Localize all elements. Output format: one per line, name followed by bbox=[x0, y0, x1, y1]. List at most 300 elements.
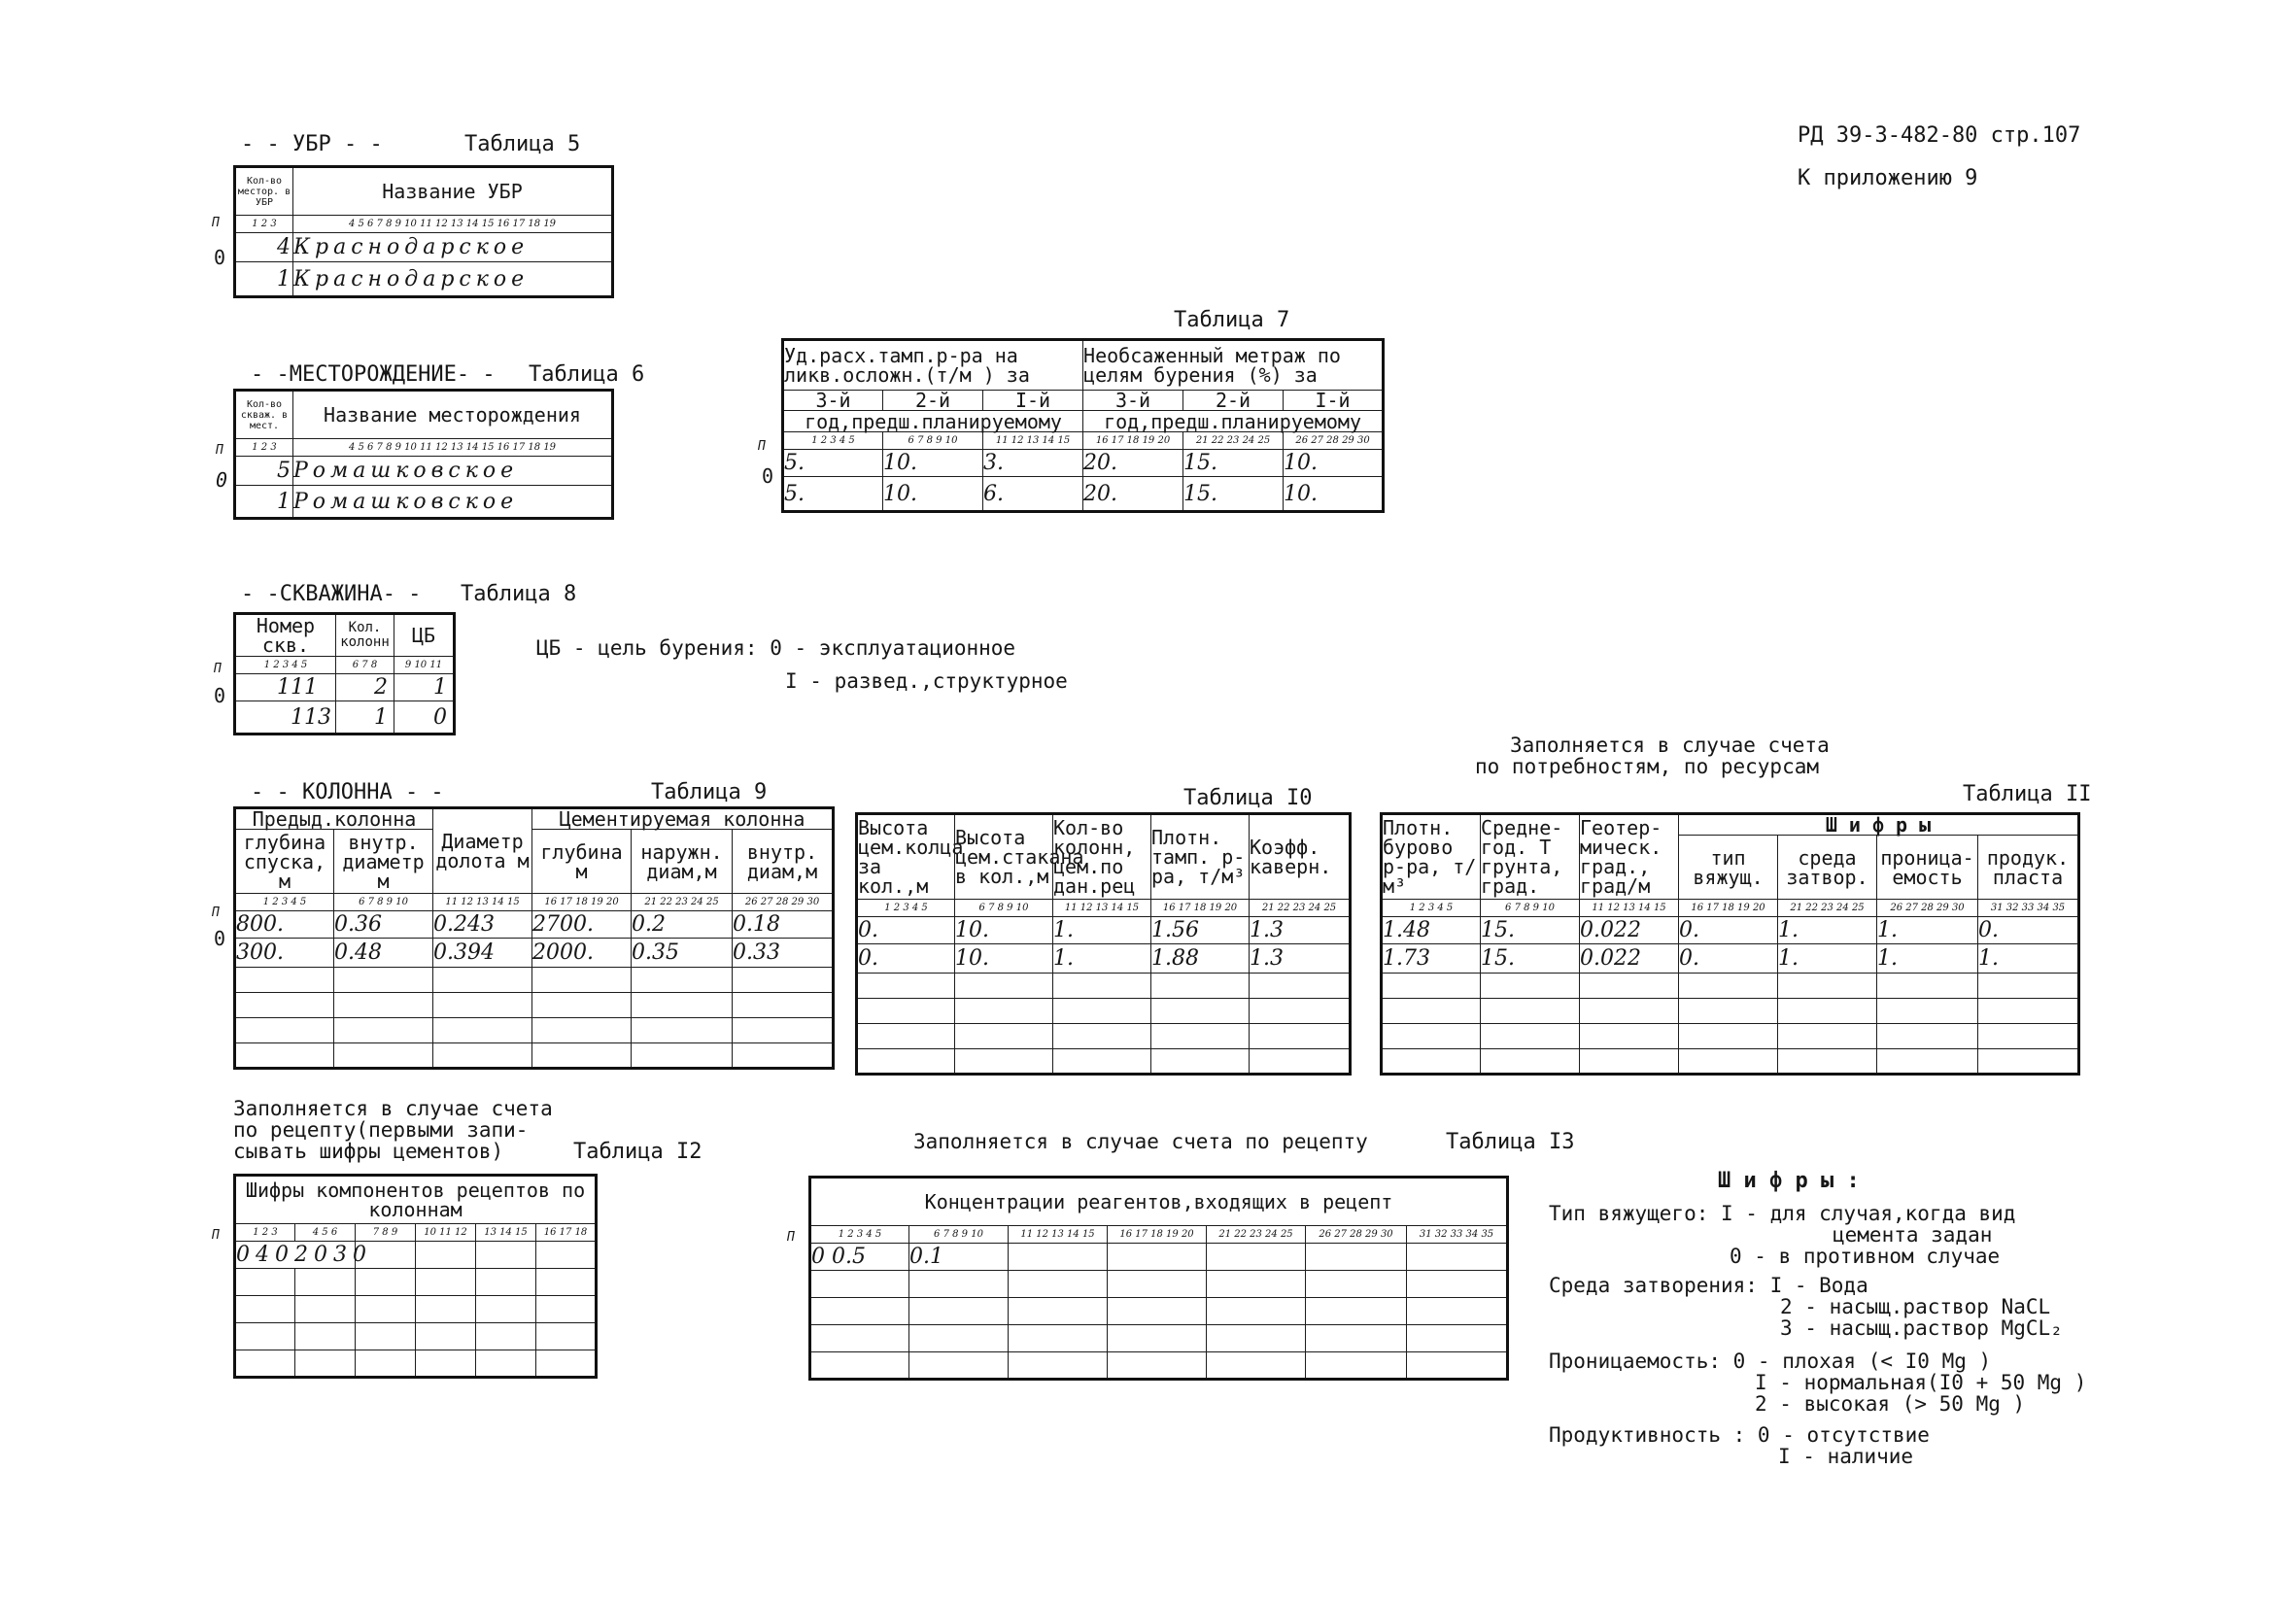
t7-idx-a: 1 2 3 4 5 bbox=[783, 432, 883, 450]
t11-h-codes: Ш и ф р ы bbox=[1679, 814, 2079, 836]
t12-r1-value bbox=[235, 1242, 372, 1269]
t12-idx-d: 10 11 12 bbox=[416, 1224, 476, 1242]
t11-r2-c6: 1. bbox=[1877, 944, 1978, 974]
t12-empty-cell bbox=[416, 1242, 476, 1269]
table-9 bbox=[233, 806, 835, 1070]
t13-idx-p: П bbox=[787, 1230, 795, 1245]
t12-idx-a: 1 2 3 bbox=[235, 1224, 295, 1242]
t13-empty-cell bbox=[1108, 1352, 1207, 1380]
t8-r1-count: 2 bbox=[336, 674, 394, 701]
t7-y2-right: 2-й bbox=[1183, 391, 1284, 411]
codes-perm-3: 2 - высокая (> 50 Mg ) bbox=[1755, 1392, 2026, 1416]
t9-h-cem: Цементируемая колонна bbox=[532, 808, 834, 830]
t11-empty-cell bbox=[1679, 1024, 1778, 1049]
t12-empty-cell bbox=[235, 1269, 295, 1296]
t7-years-left: год,предш.планируемому bbox=[783, 411, 1083, 432]
t13-header: Концентрации реагентов,входящих в рецепт bbox=[810, 1178, 1508, 1226]
t9-idx-b: 6 7 8 9 10 bbox=[334, 894, 433, 911]
codes-prod-2: I - наличие bbox=[1778, 1445, 1914, 1468]
t11-r1-c5: 1. bbox=[1778, 917, 1877, 944]
t8-idx-b: 6 7 8 bbox=[336, 657, 394, 674]
t12-empty-cell bbox=[235, 1323, 295, 1350]
t9-r2-c6: 0.33 bbox=[733, 939, 834, 968]
t9-h-cdepth: глубина м bbox=[532, 830, 632, 894]
t10-h-coef: Коэфф. каверн. bbox=[1250, 814, 1351, 900]
t12-empty-cell bbox=[356, 1350, 416, 1378]
t13-empty-cell bbox=[1407, 1325, 1508, 1352]
t11-empty-cell bbox=[1679, 974, 1778, 999]
t9-empty-cell bbox=[733, 993, 834, 1018]
t9-caption: Таблица 9 bbox=[651, 780, 768, 804]
t10-r2-c3: 1. bbox=[1053, 944, 1151, 974]
t7-idx-p: П bbox=[758, 439, 766, 454]
t13-note: Заполняется в случае счета по рецепту bbox=[913, 1130, 1368, 1153]
t9-idx-c: 11 12 13 14 15 bbox=[433, 894, 532, 911]
t13-empty-cell bbox=[1207, 1271, 1306, 1298]
t13-empty-cell bbox=[1207, 1244, 1306, 1271]
t13-empty-cell bbox=[1306, 1352, 1407, 1380]
t11-r1-c3: 0.022 bbox=[1580, 917, 1679, 944]
t10-r2-c2: 10. bbox=[955, 944, 1053, 974]
t10-empty-cell bbox=[1250, 974, 1351, 999]
t10-empty-cell bbox=[1151, 1024, 1250, 1049]
t11-r2-c1: 1.73 bbox=[1382, 944, 1481, 974]
t12-empty-cell bbox=[536, 1323, 597, 1350]
table-7 bbox=[781, 338, 1385, 513]
t7-r2-c6: 10. bbox=[1284, 477, 1384, 512]
t12-empty-cell bbox=[416, 1269, 476, 1296]
t7-idx-d: 16 17 18 19 20 bbox=[1083, 432, 1183, 450]
t12-empty-cell bbox=[356, 1296, 416, 1323]
t11-idx-c: 11 12 13 14 15 bbox=[1580, 900, 1679, 917]
t11-empty-cell bbox=[1481, 999, 1580, 1024]
t12-idx-e: 13 14 15 bbox=[476, 1224, 536, 1242]
t12-empty-cell bbox=[476, 1296, 536, 1323]
t9-empty-cell bbox=[632, 1043, 733, 1069]
t13-empty-cell bbox=[1207, 1298, 1306, 1325]
t11-r2-c5: 1. bbox=[1778, 944, 1877, 974]
t13-r1-c1 bbox=[810, 1244, 909, 1271]
t12-caption: Таблица I2 bbox=[573, 1140, 703, 1164]
t5-h-count: Кол-во местор. в УБР bbox=[235, 167, 293, 216]
t12-empty-cell bbox=[536, 1350, 597, 1378]
t11-empty-cell bbox=[1877, 974, 1978, 999]
t5-idx-p: П bbox=[212, 216, 220, 230]
t11-empty-cell bbox=[1580, 974, 1679, 999]
t8-row-prefix: 0 bbox=[214, 684, 226, 707]
t9-r2-c1: 300. bbox=[235, 939, 334, 968]
t9-empty-cell bbox=[532, 1018, 632, 1043]
t11-idx-e: 21 22 23 24 25 bbox=[1778, 900, 1877, 917]
table-12 bbox=[233, 1174, 598, 1379]
t10-empty-cell bbox=[857, 999, 955, 1024]
t7-r2-c2: 10. bbox=[883, 477, 983, 512]
t9-empty-cell bbox=[733, 1018, 834, 1043]
t11-empty-cell bbox=[1877, 999, 1978, 1024]
t11-empty-cell bbox=[1679, 1049, 1778, 1075]
t7-h-left: Уд.расх.тамп.р-ра на ликв.осложн.(т/м ) за bbox=[783, 340, 1083, 391]
t7-r1-c1: 5. bbox=[783, 450, 883, 477]
t9-idx-e: 21 22 23 24 25 bbox=[632, 894, 733, 911]
t13-empty-cell bbox=[810, 1271, 909, 1298]
t12-empty-cell bbox=[476, 1242, 536, 1269]
t8-label: - -СКВАЖИНА- - bbox=[241, 582, 422, 606]
codes-env-3: 3 - насыщ.раствор MgCL₂ bbox=[1780, 1316, 2063, 1340]
t12-empty-cell bbox=[356, 1269, 416, 1296]
t10-empty-cell bbox=[1250, 1049, 1351, 1075]
t5-r1-count: 4 bbox=[235, 233, 293, 262]
t11-empty-cell bbox=[1580, 999, 1679, 1024]
t7-years-right: год,предш.планируемому bbox=[1083, 411, 1384, 432]
t10-empty-cell bbox=[955, 999, 1053, 1024]
codes-type-3: 0 - в противном случае bbox=[1730, 1245, 2001, 1268]
t9-empty-cell bbox=[532, 968, 632, 993]
t12-empty-cell bbox=[476, 1323, 536, 1350]
t9-empty-cell bbox=[532, 993, 632, 1018]
t10-empty-cell bbox=[1151, 1049, 1250, 1075]
t12-empty-cell bbox=[235, 1350, 295, 1378]
t13-empty-cell bbox=[1009, 1271, 1108, 1298]
t12-header: Шифры компонентов рецептов по колоннам bbox=[235, 1176, 597, 1224]
t10-empty-cell bbox=[955, 974, 1053, 999]
t9-empty-cell bbox=[632, 993, 733, 1018]
t10-idx-d: 16 17 18 19 20 bbox=[1151, 900, 1250, 917]
t13-empty-cell bbox=[1207, 1352, 1306, 1380]
t11-empty-cell bbox=[1778, 974, 1877, 999]
t7-idx-e: 21 22 23 24 25 bbox=[1183, 432, 1284, 450]
t11-r2-c3: 0.022 bbox=[1580, 944, 1679, 974]
t5-row-prefix: 0 bbox=[214, 246, 226, 269]
t11-empty-cell bbox=[1382, 974, 1481, 999]
table-8 bbox=[233, 612, 456, 735]
t10-r2-c4: 1.88 bbox=[1151, 944, 1250, 974]
t8-h-num: Номер скв. bbox=[235, 614, 336, 657]
t11-empty-cell bbox=[1679, 999, 1778, 1024]
t12-r1-d1: 0 bbox=[236, 1243, 256, 1267]
t10-empty-cell bbox=[955, 1024, 1053, 1049]
t13-idx-c: 11 12 13 14 15 bbox=[1009, 1226, 1108, 1244]
t11-idx-g: 31 32 33 34 35 bbox=[1978, 900, 2079, 917]
t13-empty-cell bbox=[1306, 1244, 1407, 1271]
t5-h-name: Название УБР bbox=[293, 167, 613, 216]
t9-empty-cell bbox=[334, 993, 433, 1018]
t5-r1-name: Краснодарское bbox=[293, 233, 613, 262]
t11-r2-c4: 0. bbox=[1679, 944, 1778, 974]
codes-prod-1: Продуктивность : 0 - отсутствие bbox=[1549, 1423, 1930, 1447]
t9-r1-c4: 2700. bbox=[532, 911, 632, 939]
t7-h-right: Необсаженный метраж по целям бурения (%) за bbox=[1083, 340, 1384, 391]
t12-note-2: по рецепту(первыми запи- bbox=[233, 1118, 529, 1142]
t12-empty-cell bbox=[416, 1323, 476, 1350]
t10-h-dens: Плотн. тамп. р-ра, т/м³ bbox=[1151, 814, 1250, 900]
t5-label: - - УБР - - bbox=[241, 132, 383, 156]
doc-reference: РД 39-3-482-80 стр.107 bbox=[1798, 123, 2081, 148]
t8-idx-c: 9 10 11 bbox=[394, 657, 455, 674]
t11-empty-cell bbox=[1978, 974, 2079, 999]
t6-idx-p: П bbox=[216, 443, 223, 458]
t10-h-hst: Высота цем.стакана в кол.,м bbox=[955, 814, 1053, 900]
t11-empty-cell bbox=[1481, 974, 1580, 999]
table-10 bbox=[855, 812, 1352, 1076]
t8-r1-cb: 1 bbox=[394, 674, 455, 701]
t9-empty-cell bbox=[235, 1018, 334, 1043]
t7-r1-c5: 15. bbox=[1183, 450, 1284, 477]
t10-empty-cell bbox=[1151, 999, 1250, 1024]
t10-idx-e: 21 22 23 24 25 bbox=[1250, 900, 1351, 917]
t12-idx-c: 7 8 9 bbox=[356, 1224, 416, 1242]
t10-r2-c5: 1.3 bbox=[1250, 944, 1351, 974]
t5-idx-1-3: 1 2 3 bbox=[235, 216, 293, 233]
t12-note-1: Заполняется в случае счета bbox=[233, 1097, 553, 1120]
t11-note-1: Заполняется в случае счета bbox=[1510, 734, 1830, 757]
t13-empty-cell bbox=[1108, 1325, 1207, 1352]
t8-h-count: Кол. колонн bbox=[336, 614, 394, 657]
t13-idx-f: 26 27 28 29 30 bbox=[1306, 1226, 1407, 1244]
t13-empty-cell bbox=[1009, 1352, 1108, 1380]
t7-r2-c5: 15. bbox=[1183, 477, 1284, 512]
t13-empty-cell bbox=[909, 1271, 1009, 1298]
t7-y1-right: I-й bbox=[1284, 391, 1384, 411]
t8-note-1: ЦБ - цель бурения: 0 - эксплуатационное bbox=[536, 636, 1016, 660]
t9-r2-c2: 0.48 bbox=[334, 939, 433, 968]
t11-empty-cell bbox=[1382, 1024, 1481, 1049]
t10-empty-cell bbox=[1053, 999, 1151, 1024]
t12-empty-cell bbox=[476, 1269, 536, 1296]
t7-caption: Таблица 7 bbox=[1174, 308, 1290, 332]
t11-r2-c2: 15. bbox=[1481, 944, 1580, 974]
t13-empty-cell bbox=[1108, 1271, 1207, 1298]
t12-empty-cell bbox=[295, 1269, 356, 1296]
t9-empty-cell bbox=[235, 1043, 334, 1069]
codes-env-2: 2 - насыщ.раствор NaCL bbox=[1780, 1295, 2051, 1318]
t12-empty-cell bbox=[295, 1323, 356, 1350]
t8-r1-num: 111 bbox=[235, 674, 336, 701]
t11-idx-d: 16 17 18 19 20 bbox=[1679, 900, 1778, 917]
t9-empty-cell bbox=[433, 1018, 532, 1043]
t13-empty-cell bbox=[810, 1352, 909, 1380]
t9-h-depth: глубина спуска, м bbox=[235, 830, 334, 894]
codes-type-2: цемента задан bbox=[1833, 1223, 1993, 1247]
t10-idx-c: 11 12 13 14 15 bbox=[1053, 900, 1151, 917]
t10-empty-cell bbox=[1053, 974, 1151, 999]
t12-empty-cell bbox=[416, 1296, 476, 1323]
t8-r2-cb: 0 bbox=[394, 701, 455, 735]
t10-h-cnt: Кол-во колонн, цем.по дан.рец bbox=[1053, 814, 1151, 900]
t6-r1-count: 5 bbox=[235, 457, 293, 486]
t13-empty-cell bbox=[810, 1298, 909, 1325]
t7-y3-left: 3-й bbox=[783, 391, 883, 411]
t8-r2-num: 113 bbox=[235, 701, 336, 735]
t12-idx-b: 4 5 6 bbox=[295, 1224, 356, 1242]
t6-r1-name: Ромашковское bbox=[293, 457, 613, 486]
t7-row-prefix: 0 bbox=[762, 464, 774, 488]
t9-r1-c1: 800. bbox=[235, 911, 334, 939]
t10-empty-cell bbox=[1053, 1049, 1151, 1075]
t13-r1-prefix: 0 bbox=[811, 1245, 825, 1269]
t10-r2-c1: 0. bbox=[857, 944, 955, 974]
t9-empty-cell bbox=[235, 993, 334, 1018]
t7-y3-right: 3-й bbox=[1083, 391, 1183, 411]
t11-h-type: тип вяжущ. bbox=[1679, 836, 1778, 900]
t11-h-perm: проница- емость bbox=[1877, 836, 1978, 900]
t12-empty-cell bbox=[536, 1269, 597, 1296]
t7-r1-c3: 3. bbox=[983, 450, 1083, 477]
t12-empty-cell bbox=[416, 1350, 476, 1378]
t13-empty-cell bbox=[810, 1325, 909, 1352]
codes-env-1: Среда затворения: I - Вода bbox=[1549, 1274, 1868, 1297]
t11-h-temp: Средне- год. T грунта, град. bbox=[1481, 814, 1580, 900]
t7-r2-c1: 5. bbox=[783, 477, 883, 512]
t11-empty-cell bbox=[1877, 1024, 1978, 1049]
t7-r2-c3: 6. bbox=[983, 477, 1083, 512]
t10-empty-cell bbox=[1250, 1024, 1351, 1049]
t11-empty-cell bbox=[1778, 1024, 1877, 1049]
t10-empty-cell bbox=[857, 974, 955, 999]
t9-empty-cell bbox=[334, 1018, 433, 1043]
codes-perm-1: Проницаемость: 0 - плохая (< I0 Mg ) bbox=[1549, 1350, 1992, 1373]
t9-h-inner: внутр. диаметр м bbox=[334, 830, 433, 894]
t12-note-3: сывать шифры цементов) bbox=[233, 1140, 504, 1163]
t11-h-dens: Плотн. буровo р-ра, т/м³ bbox=[1382, 814, 1481, 900]
t9-empty-cell bbox=[733, 968, 834, 993]
t7-idx-c: 11 12 13 14 15 bbox=[983, 432, 1083, 450]
t9-r2-c5: 0.35 bbox=[632, 939, 733, 968]
t11-empty-cell bbox=[1978, 1049, 2079, 1075]
t13-caption: Таблица I3 bbox=[1446, 1130, 1575, 1154]
t11-r1-c7: 0. bbox=[1978, 917, 2079, 944]
t13-idx-a: 1 2 3 4 5 bbox=[810, 1226, 909, 1244]
t13-empty-cell bbox=[1207, 1325, 1306, 1352]
t10-h-hcol: Высота цем.колца за кол.,м bbox=[857, 814, 955, 900]
t8-h-cb: ЦБ bbox=[394, 614, 455, 657]
t9-row-prefix: 0 bbox=[214, 927, 226, 950]
t13-empty-cell bbox=[1108, 1244, 1207, 1271]
t12-r1-d2: 4 bbox=[256, 1243, 275, 1267]
t13-empty-cell bbox=[1108, 1298, 1207, 1325]
t13-empty-cell bbox=[1407, 1298, 1508, 1325]
t8-idx-p: П bbox=[214, 662, 222, 676]
t7-idx-f: 26 27 28 29 30 bbox=[1284, 432, 1384, 450]
t13-empty-cell bbox=[909, 1298, 1009, 1325]
t9-h-prev: Предыд.колонна bbox=[235, 808, 433, 830]
t11-empty-cell bbox=[1382, 999, 1481, 1024]
t11-note-2: по потребностям, по ресурсам bbox=[1475, 755, 1820, 778]
t9-h-outer: наружн. диам,м bbox=[632, 830, 733, 894]
t7-r1-c4: 20. bbox=[1083, 450, 1183, 477]
t9-empty-cell bbox=[632, 968, 733, 993]
t13-empty-cell bbox=[1306, 1298, 1407, 1325]
t11-idx-f: 26 27 28 29 30 bbox=[1877, 900, 1978, 917]
t8-r2-count: 1 bbox=[336, 701, 394, 735]
t9-empty-cell bbox=[433, 968, 532, 993]
t12-empty-cell bbox=[536, 1242, 597, 1269]
t12-empty-cell bbox=[476, 1350, 536, 1378]
t12-r1-d4: 2 bbox=[294, 1243, 314, 1267]
t7-y2-left: 2-й bbox=[883, 391, 983, 411]
t10-empty-cell bbox=[955, 1049, 1053, 1075]
t10-empty-cell bbox=[857, 1024, 955, 1049]
t13-empty-cell bbox=[1407, 1271, 1508, 1298]
codes-perm-2: I - нормальная(I0 + 50 Mg ) bbox=[1755, 1371, 2087, 1394]
t13-idx-g: 31 32 33 34 35 bbox=[1407, 1226, 1508, 1244]
t11-caption: Таблица II bbox=[1963, 782, 2092, 806]
t10-idx-a: 1 2 3 4 5 bbox=[857, 900, 955, 917]
t11-empty-cell bbox=[1978, 1024, 2079, 1049]
t13-r1-c2: 0.1 bbox=[909, 1244, 1009, 1271]
t11-r1-c4: 0. bbox=[1679, 917, 1778, 944]
t9-idx-a: 1 2 3 4 5 bbox=[235, 894, 334, 911]
t9-h-cinner: внутр. диам,м bbox=[733, 830, 834, 894]
t13-idx-d: 16 17 18 19 20 bbox=[1108, 1226, 1207, 1244]
table-11 bbox=[1380, 812, 2080, 1076]
t6-idx-1-3: 1 2 3 bbox=[235, 439, 293, 457]
t9-empty-cell bbox=[433, 993, 532, 1018]
t7-r1-c6: 10. bbox=[1284, 450, 1384, 477]
t6-r2-name: Ромашковское bbox=[293, 486, 613, 519]
codes-title: Ш и ф р ы : bbox=[1718, 1169, 1860, 1193]
t8-note-2: I - развед.,структурное bbox=[785, 669, 1068, 693]
t5-r2-count: 1 bbox=[235, 262, 293, 297]
t10-empty-cell bbox=[1053, 1024, 1151, 1049]
t11-r2-c7: 1. bbox=[1978, 944, 2079, 974]
t11-h-env: среда затвор. bbox=[1778, 836, 1877, 900]
t11-idx-b: 6 7 8 9 10 bbox=[1481, 900, 1580, 917]
table-5 bbox=[233, 165, 614, 298]
t13-idx-e: 21 22 23 24 25 bbox=[1207, 1226, 1306, 1244]
t11-r1-c1: 1.48 bbox=[1382, 917, 1481, 944]
t7-idx-b: 6 7 8 9 10 bbox=[883, 432, 983, 450]
t11-empty-cell bbox=[1778, 1049, 1877, 1075]
t6-h-count: Кол-во скваж. в мест. bbox=[235, 391, 293, 439]
t11-empty-cell bbox=[1580, 1049, 1679, 1075]
t13-empty-cell bbox=[1306, 1325, 1407, 1352]
t9-empty-cell bbox=[334, 968, 433, 993]
t8-idx-a: 1 2 3 4 5 bbox=[235, 657, 336, 674]
t11-empty-cell bbox=[1978, 999, 2079, 1024]
t9-idx-f: 26 27 28 29 30 bbox=[733, 894, 834, 911]
t5-idx-4-19: 4 5 6 7 8 9 10 11 12 13 14 15 16 17 18 19 bbox=[293, 216, 613, 233]
t12-r1-d5: 0 bbox=[314, 1243, 333, 1267]
t6-caption: Таблица 6 bbox=[529, 362, 645, 387]
t10-r1-c4: 1.56 bbox=[1151, 917, 1250, 944]
appendix-label: К приложению 9 bbox=[1798, 166, 1978, 190]
t12-empty-cell bbox=[356, 1323, 416, 1350]
t10-r1-c3: 1. bbox=[1053, 917, 1151, 944]
t12-empty-cell bbox=[295, 1350, 356, 1378]
t10-empty-cell bbox=[1250, 999, 1351, 1024]
t8-caption: Таблица 8 bbox=[461, 582, 577, 606]
t5-caption: Таблица 5 bbox=[464, 132, 581, 156]
t12-r1-d3: 0 bbox=[275, 1243, 294, 1267]
t9-empty-cell bbox=[632, 1018, 733, 1043]
t13-empty-cell bbox=[909, 1325, 1009, 1352]
t10-empty-cell bbox=[857, 1049, 955, 1075]
t13-empty-cell bbox=[1009, 1298, 1108, 1325]
t9-idx-p: П bbox=[212, 906, 220, 920]
t9-empty-cell bbox=[235, 968, 334, 993]
t9-empty-cell bbox=[334, 1043, 433, 1069]
t9-r1-c3: 0.243 bbox=[433, 911, 532, 939]
t11-empty-cell bbox=[1481, 1024, 1580, 1049]
t11-empty-cell bbox=[1580, 1024, 1679, 1049]
table-13 bbox=[808, 1176, 1509, 1381]
t12-idx-p: П bbox=[212, 1228, 220, 1243]
t11-empty-cell bbox=[1481, 1049, 1580, 1075]
t11-h-prod: продук. пласта bbox=[1978, 836, 2079, 900]
t13-idx-b: 6 7 8 9 10 bbox=[909, 1226, 1009, 1244]
t10-empty-cell bbox=[1151, 974, 1250, 999]
t11-r1-c6: 1. bbox=[1877, 917, 1978, 944]
